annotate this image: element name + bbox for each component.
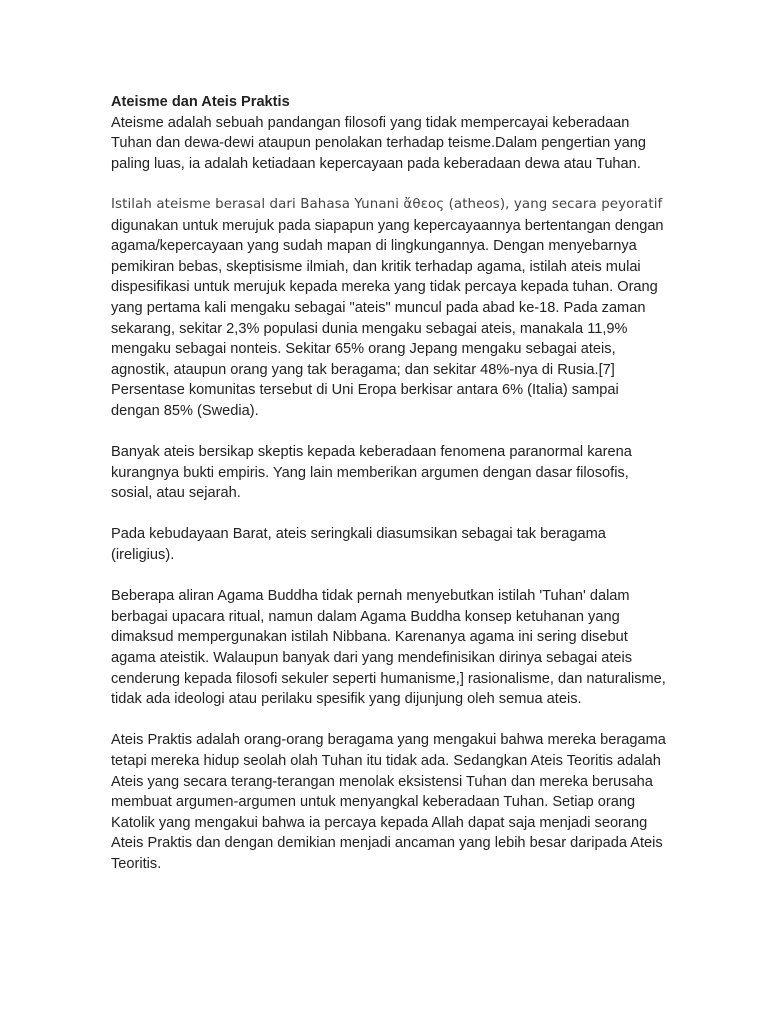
paragraph-etymology-lead: Istilah ateisme berasal dari Bahasa Yunani ἄθεος (atheos), yang secara peyoratif bbox=[111, 196, 663, 212]
paragraph-etymology bbox=[111, 195, 671, 422]
document-page bbox=[111, 92, 671, 895]
paragraph-skepticism: Banyak ateis bersikap skeptis kepada keberadaan fenomena paranormal karena kurangnya bukti empiris. Yang lain memberikan argumen dengan dasar filosofis, sosial, atau sejarah. bbox=[111, 444, 632, 502]
paragraph-buddhism: Beberapa aliran Agama Buddha tidak pernah menyebutkan istilah 'Tuhan' dalam berbagai upacara ritual, namun dalam Agama Buddha konsep ketuhanan yang dimaksud mempergunakan istilah Nibbana. Karenanya agama ini sering disebut agama ateistik. Walaupun banyak dari yang mendefinisikan dirinya sebagai ateis cenderung kepada filosofi sekuler seperti humanisme,] rasionalisme, dan naturalisme, tidak ada ideologi atau perilaku spesifik yang dijunjung oleh semua ateis. bbox=[111, 588, 666, 708]
paragraph-definition: Ateisme adalah sebuah pandangan filosofi yang tidak mempercayai keberadaan Tuhan dan dewa-dewi ataupun penolakan terhadap teisme.Dalam pengertian yang paling luas, ia adalah ketiadaan kepercayaan pada keberadaan dewa atau Tuhan. bbox=[111, 114, 646, 172]
paragraph-western-culture: Pada kebudayaan Barat, ateis seringkali diasumsikan sebagai tak beragama (ireligius). bbox=[111, 526, 606, 564]
document-title: Ateisme dan Ateis Praktis bbox=[111, 94, 290, 110]
paragraph-practical-atheist: Ateis Praktis adalah orang-orang beragama yang mengakui bahwa mereka beragama tetapi mereka hidup seolah olah Tuhan itu tidak ada. Sedangkan Ateis Teoritis adalah Ateis yang secara terang-terangan menolak eksistensi Tuhan dan mereka berusaha membuat argumen-argumen untuk menyangkal keberadaan Tuhan. Setiap orang Katolik yang mengakui bahwa ia percaya kepada Allah dapat saja menjadi seorang Ateis Praktis dan dengan demikian menjadi ancaman yang lebih besar daripada Ateis Teoritis. bbox=[111, 732, 666, 872]
paragraph-etymology-body: digunakan untuk merujuk pada siapapun yang kepercayaannya bertentangan dengan agama/kepercayaan yang sudah mapan di lingkungannya. Dengan menyebarnya pemikiran bebas, skeptisisme ilmiah, dan kritik terhadap agama, istilah ateis mulai dispesifikasi untuk merujuk kepada mereka yang tidak percaya kepada tuhan. Orang yang pertama kali mengaku sebagai "ateis" muncul pada abad ke-18. Pada zaman sekarang, sekitar 2,3% populasi dunia mengaku sebagai ateis, manakala 11,9% mengaku sebagai nonteis. Sekitar 65% orang Jepang mengaku sebagai ateis, agnostik, ataupun orang yang tak beragama; dan sekitar 48%-nya di Rusia.[7] Persentase komunitas tersebut di Uni Eropa berkisar antara 6% (Italia) sampai dengan 85% (Swedia). bbox=[111, 217, 664, 419]
